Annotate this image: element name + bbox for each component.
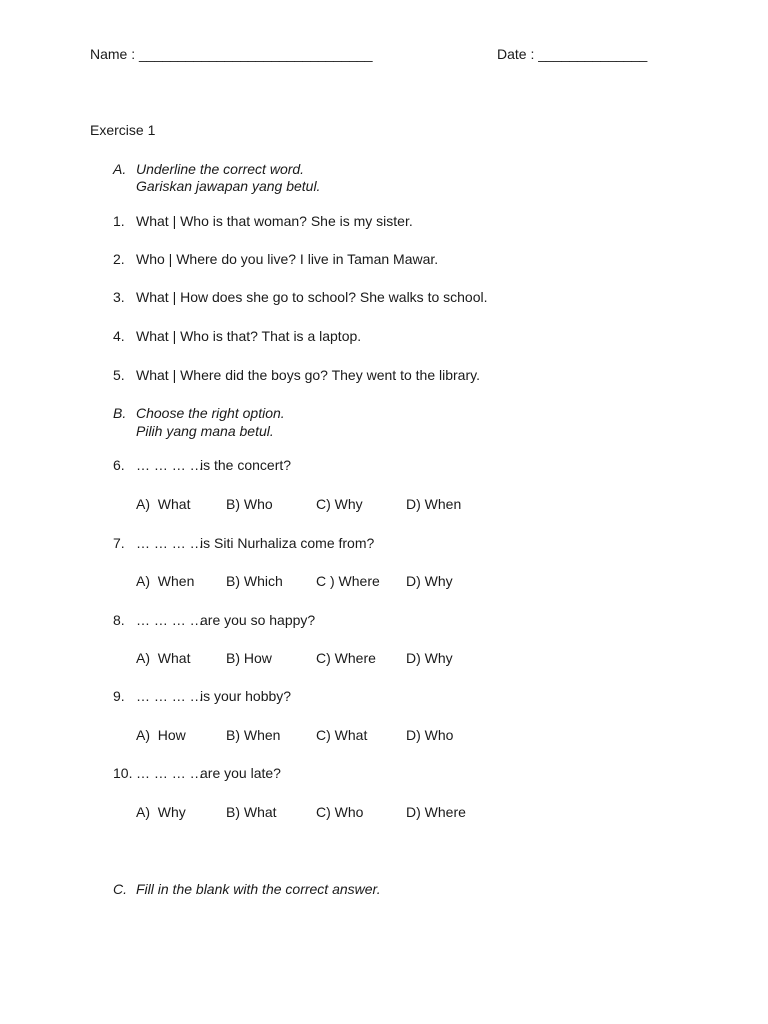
item-number: 2. xyxy=(113,251,125,267)
section-c-letter: C. xyxy=(113,881,127,897)
item-number: 3. xyxy=(113,289,125,305)
option-b: B) How xyxy=(226,650,272,666)
answer-blank: … … … … xyxy=(136,688,204,704)
option-d: D) Why xyxy=(406,650,453,666)
item-text: What | Who is that woman? She is my sister. xyxy=(136,213,413,229)
option-a: A) What xyxy=(136,496,191,512)
section-b-instruction-ms: Pilih yang mana betul. xyxy=(136,423,274,439)
item-number: 1. xyxy=(113,213,125,229)
answer-blank: … … … … xyxy=(136,457,204,473)
answer-blank: … … … … xyxy=(136,535,204,551)
option-c: C) Why xyxy=(316,496,363,512)
item-text: What | How does she go to school? She walks to school. xyxy=(136,289,488,305)
question-text: is your hobby? xyxy=(200,688,292,704)
question-text: is the concert? xyxy=(200,457,292,473)
question-number: 10. xyxy=(113,765,133,781)
option-b: B) What xyxy=(226,804,277,820)
answer-blank: … … … … xyxy=(136,765,204,781)
answer-blank: … … … … xyxy=(136,612,204,628)
section-b-letter: B. xyxy=(113,405,127,421)
option-a: A) When xyxy=(136,573,195,589)
exercise-title: Exercise 1 xyxy=(90,122,156,138)
option-d: D) When xyxy=(406,496,462,512)
option-a: A) Why xyxy=(136,804,186,820)
item-number: 4. xyxy=(113,328,125,344)
option-d: D) Who xyxy=(406,727,454,743)
option-d: D) Where xyxy=(406,804,466,820)
option-b: B) Which xyxy=(226,573,283,589)
item-text: What | Who is that? That is a laptop. xyxy=(136,328,362,344)
option-b: B) When xyxy=(226,727,281,743)
question-number: 9. xyxy=(113,688,125,704)
section-c-instruction-en: Fill in the blank with the correct answer. xyxy=(136,881,381,897)
name-field-label: Name : ______________________________ xyxy=(90,46,373,62)
option-a: A) How xyxy=(136,727,186,743)
item-text: Who | Where do you live? I live in Taman Mawar. xyxy=(136,251,439,267)
question-text: are you so happy? xyxy=(200,612,316,628)
question-number: 6. xyxy=(113,457,125,473)
question-number: 8. xyxy=(113,612,125,628)
section-b-instruction-en: Choose the right option. xyxy=(136,405,285,421)
date-field-label: Date : ______________ xyxy=(497,46,648,62)
option-c: C) What xyxy=(316,727,368,743)
option-c: C ) Where xyxy=(316,573,380,589)
section-a-instruction-en: Underline the correct word. xyxy=(136,161,305,177)
item-number: 5. xyxy=(113,367,125,383)
question-number: 7. xyxy=(113,535,125,551)
section-a-letter: A. xyxy=(113,161,127,177)
option-b: B) Who xyxy=(226,496,273,512)
question-text: is Siti Nurhaliza come from? xyxy=(200,535,375,551)
option-c: C) Where xyxy=(316,650,376,666)
item-text: What | Where did the boys go? They went to the library. xyxy=(136,367,480,383)
option-a: A) What xyxy=(136,650,191,666)
question-text: are you late? xyxy=(200,765,281,781)
option-c: C) Who xyxy=(316,804,364,820)
section-a-instruction-ms: Gariskan jawapan yang betul. xyxy=(136,178,321,194)
option-d: D) Why xyxy=(406,573,453,589)
